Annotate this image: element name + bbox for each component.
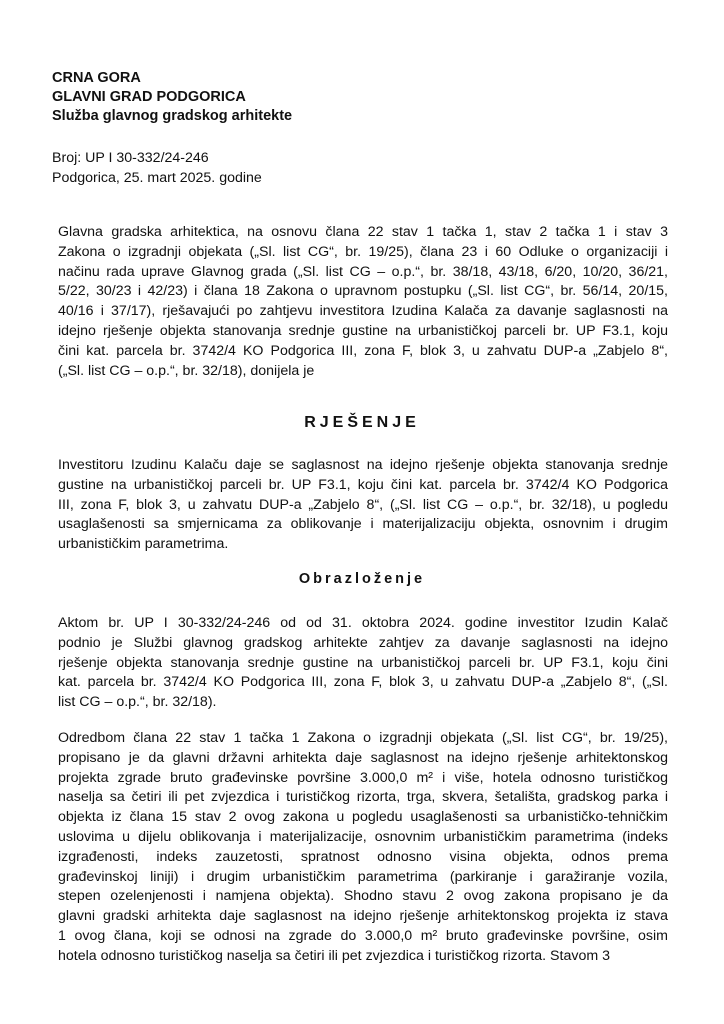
text-line: stepen ozelenjenosti i namjena objekta). Shodno stavu 2 ovog zakona propisano je da xyxy=(58,888,668,905)
text-line: urbanističkim parametrima. xyxy=(58,536,229,553)
text-line: Odredbom člana 22 stav 1 tačka 1 Zakona o izgradnji objekata („Sl. list CG“, br. 19/25), xyxy=(58,730,668,746)
text-line: Investitoru Izudinu Kalaču daje se saglasnost na idejno rješenje objekta stanovanja srednje xyxy=(58,457,668,473)
decision-paragraph xyxy=(58,456,668,555)
text-line: Zakona o izgradnji objekata („Sl. list CG“, br. 19/25), člana 23 i 60 Odluke o organizaciji i xyxy=(58,243,668,260)
reasoning-title: Obrazloženje xyxy=(298,571,426,587)
text-line: kat. parcela br. 3742/4 KO Podgorica III, zona F, blok 3, u zahvatu DUP-a „Zabjelo 8“, („Sl. xyxy=(58,674,668,691)
text-line: gustine na urbanističkoj parceli br. UP F3.1, koju čini kat. parcela br. 3742/4 KO Podgorica xyxy=(58,476,668,493)
text-line: podnio je Službi glavnog gradskog arhitekte zahtjev za davanje saglasnosti na idejno xyxy=(58,634,668,651)
intro-paragraph xyxy=(58,223,668,381)
text-line: rješenje objekta stanovanja srednje gustine na urbanističkoj parceli br. UP F3.1, koju čini xyxy=(58,654,668,671)
text-line: list CG – o.p.“, br. 32/18). xyxy=(58,694,217,711)
header-city: GLAVNI GRAD PODGORICA xyxy=(52,89,246,105)
text-line: glavni gradski arhitekta daje saglasnost na idejno rješenje arhitektonskog projekta iz stava xyxy=(58,908,668,925)
text-line: propisano je da glavni državni arhitekta daje saglasnost na idejno rješenje arhitektonskog xyxy=(58,749,668,766)
header-office: Služba glavnog gradskog arhitekte xyxy=(52,108,293,124)
text-line: izgrađenosti, indeks zauzetosti, spratnost odnosno visina objekta, odnos prema xyxy=(58,848,668,865)
text-line: („Sl. list CG – o.p.“, br. 32/18), donijela je xyxy=(58,362,315,379)
text-line: 1 ovog člana, koji se odnosi na zgrade do 3.000,0 m² bruto građevinske površine, osim xyxy=(58,927,668,944)
text-line: Glavna gradska arhitektica, na osnovu člana 22 stav 1 tačka 1, stav 2 tačka 1 i stav 3 xyxy=(58,224,668,240)
document-number: Broj: UP I 30-332/24-246 xyxy=(52,150,209,166)
text-line: 40/16 i 37/17), rješavajući po zahtjevu investitora Izudina Kalača za davanje saglasnosti na xyxy=(58,303,668,320)
text-line: idejno rješenje objekta stanovanja srednje gustine na urbanističkoj parceli br. UP F3.1, koju xyxy=(58,322,668,339)
text-line: naselja sa četiri ili pet zvjezdica i turističkog rizorta, trga, skvera, šetališta, gradskog parka i xyxy=(58,789,668,806)
decision-title: RJEŠENJE xyxy=(304,414,420,431)
reasoning-paragraph-1 xyxy=(58,614,668,713)
text-line: III, zona F, blok 3, u zahvatu DUP-a „Zabjelo 8“, („Sl. list CG – o.p.“, br. 32/18), u pogledu xyxy=(58,496,668,513)
text-line: čini kat. parcela br. 3742/4 KO Podgorica III, zona F, blok 3, u zahvatu DUP-a „Zabjelo 8“, xyxy=(58,342,668,359)
header-country: CRNA GORA xyxy=(52,70,141,86)
text-line: građevinskoj liniji) i drugim urbanističkim parametrima (parkiranje i garažiranje vozila, xyxy=(58,868,668,885)
text-line: 5/22, 30/23 i 42/23) i člana 18 Zakona o upravnom postupku („Sl. list CG“, br. 56/14, 20/15, xyxy=(58,283,668,300)
text-line: načinu rada uprave Glavnog grada („Sl. list CG – o.p.“, br. 38/18, 43/18, 6/20, 10/20, 36/21, xyxy=(58,263,668,280)
text-line: projekta zgrade bruto građevinske površine 3.000,0 m² i više, hotela odnosno turističkog xyxy=(58,769,668,786)
document-date: Podgorica, 25. mart 2025. godine xyxy=(52,170,262,186)
text-line: Aktom br. UP I 30-332/24-246 od od 31. oktobra 2024. godine investitor Izudin Kalač xyxy=(58,615,668,631)
text-line: usaglašenosti sa smjernicama za oblikovanje i materijalizaciju objekta, osnovnim i drugim xyxy=(58,516,668,533)
text-line: uslovima u dijelu oblikovanja i materijalizacije, osnovnim urbanističkim parametrima (indeks xyxy=(58,828,668,845)
text-line: objekta iz člana 15 stav 2 ovog zakona u pogledu usaglašenosti sa urbanističko-tehničkim xyxy=(58,809,668,826)
text-line: hotela odnosno turističkog naselja sa četiri ili pet zvjezdica i turističkog rizorta. Stavom 3 xyxy=(58,947,610,964)
reasoning-paragraph-2 xyxy=(58,729,668,967)
